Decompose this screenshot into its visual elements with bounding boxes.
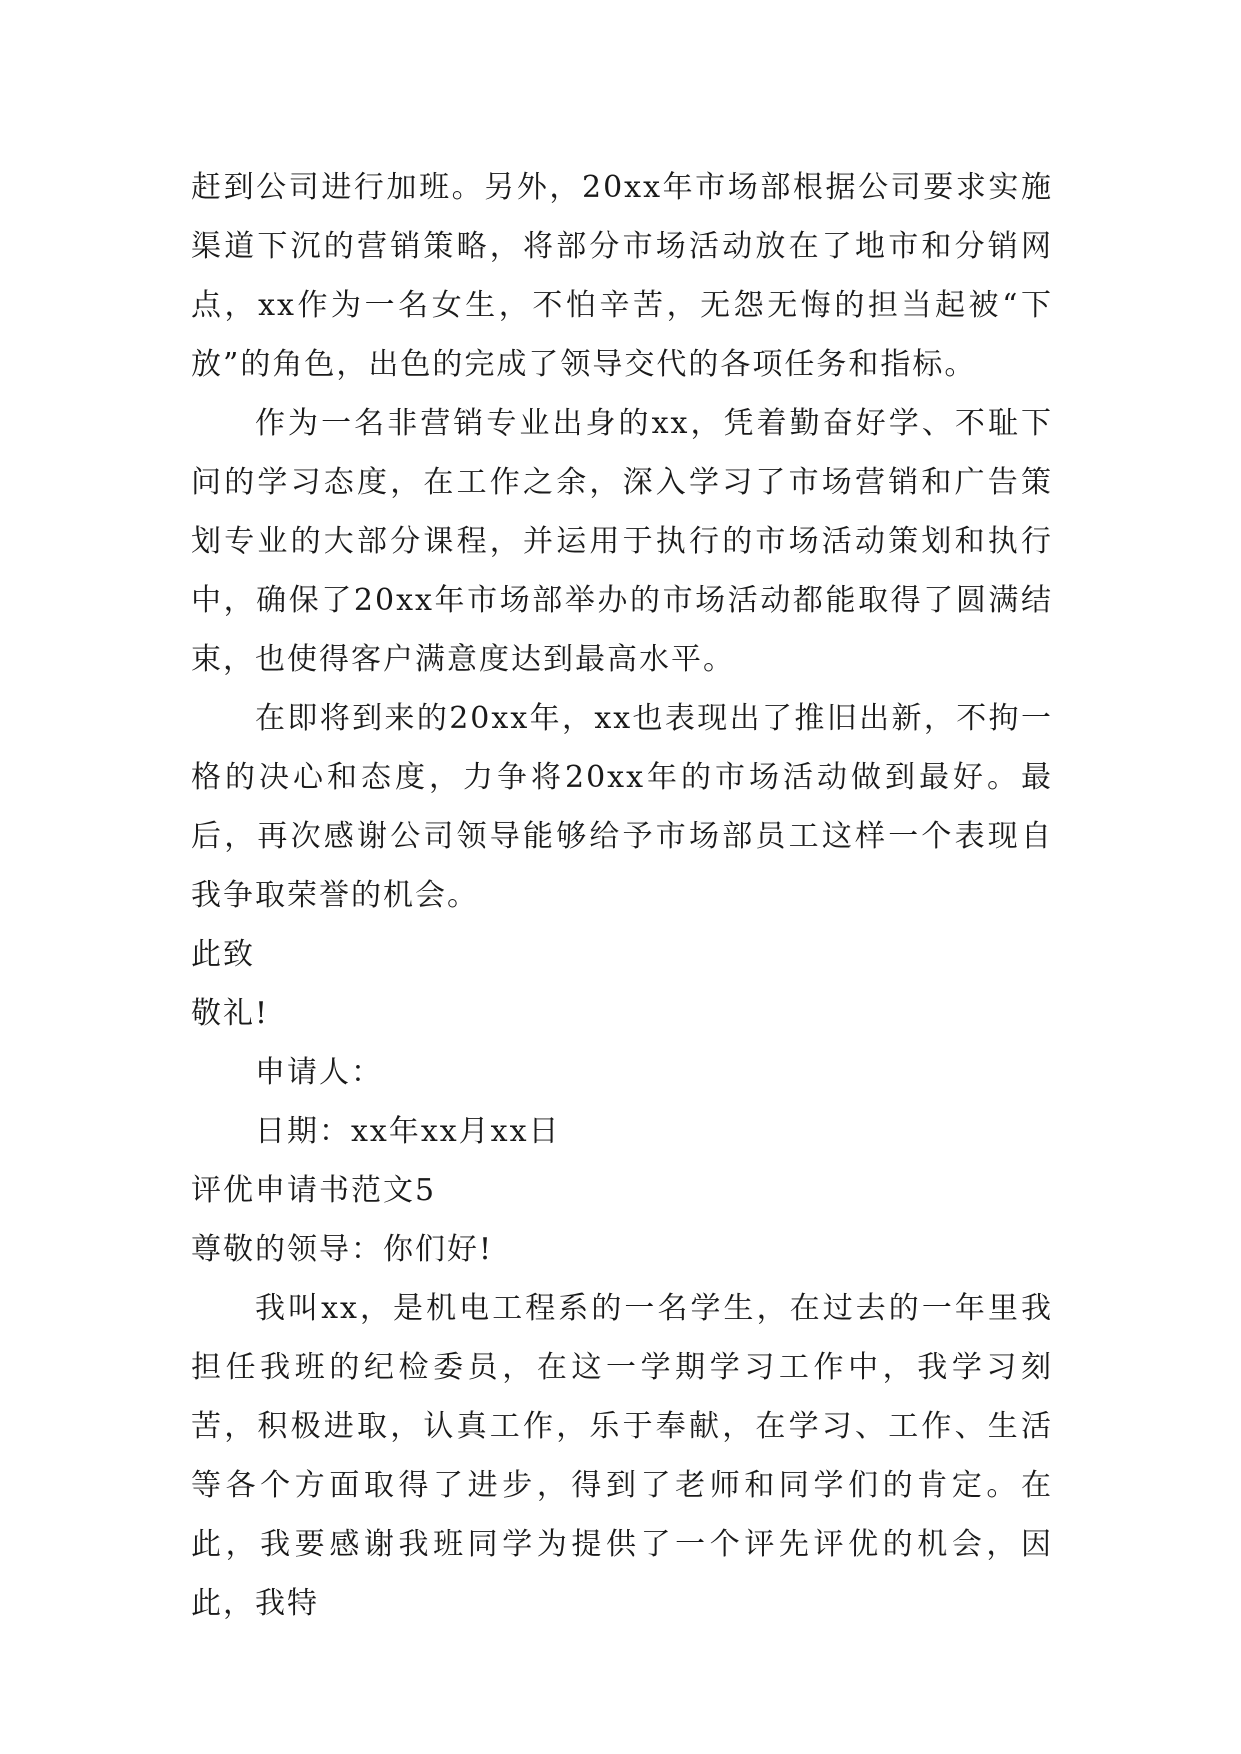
closing-salutation-2: 敬礼!	[191, 996, 270, 1031]
paragraph-1: 赶到公司进行加班。另外，20xx年市场部根据公司要求实施渠道下沉的营销策略，将部分市场活动放在了地市和分销网点，xx作为一名女生，不怕辛苦，无怨无悔的担当起被“下放”的角色，出色的完成了领导交代的各项任务和指标。	[191, 170, 1053, 382]
paragraph-4: 我叫xx，是机电工程系的一名学生，在过去的一年里我担任我班的纪检委员，在这一学期学习工作中，我学习刻苦，积极进取，认真工作，乐于奉献，在学习、工作、生活等各个方面取得了进步，得到了老师和同学们的肯定。在此，我要感谢我班同学为提供了一个评先评优的机会，因此，我特	[191, 1291, 1053, 1621]
applicant-label: 申请人：	[255, 1055, 383, 1090]
closing-salutation-1: 此致	[191, 937, 255, 972]
paragraph-3: 在即将到来的20xx年，xx也表现出了推旧出新，不拘一格的决心和态度，力争将20xx年的市场活动做到最好。最后，再次感谢公司领导能够给予市场部员工这样一个表现自我争取荣誉的机会。	[191, 701, 1053, 913]
document-body	[191, 158, 1053, 1633]
paragraph-2: 作为一名非营销专业出身的xx，凭着勤奋好学、不耻下问的学习态度，在工作之余，深入学习了市场营销和广告策划专业的大部分课程，并运用于执行的市场活动策划和执行中，确保了20xx年市场部举办的市场活动都能取得了圆满结束，也使得客户满意度达到最高水平。	[191, 406, 1053, 677]
date-label: 日期：xx年xx月xx日	[255, 1114, 561, 1149]
greeting: 尊敬的领导：你们好!	[191, 1232, 494, 1267]
section-title: 评优申请书范文5	[191, 1173, 437, 1208]
